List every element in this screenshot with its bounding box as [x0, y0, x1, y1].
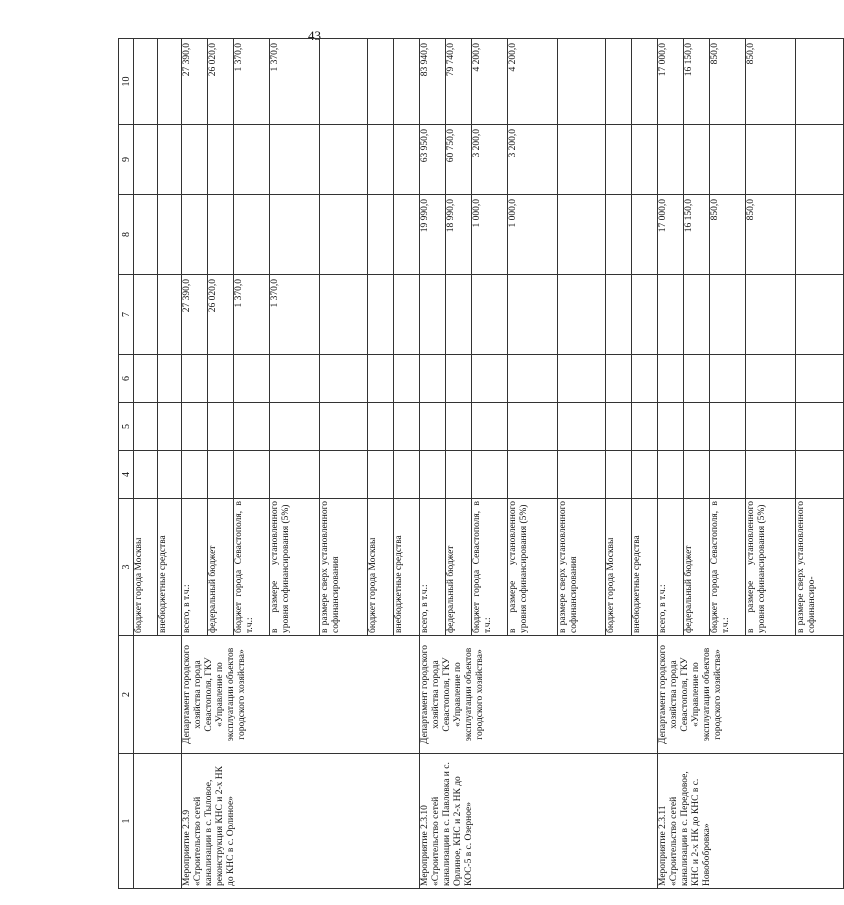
funding-source: бюджет города Москвы: [134, 499, 158, 636]
funding-source: в размере установленного уровня софинансирования (5%): [270, 499, 320, 636]
value-c10: 26 020,0: [208, 39, 234, 125]
funding-source: бюджет города Севастополя, в т.ч.:: [710, 499, 746, 636]
value-c10: 1 370,0: [234, 39, 270, 125]
column-number-10: 10: [119, 39, 134, 125]
value-c7: [632, 275, 658, 355]
value-c5: [208, 403, 234, 451]
value-c9: [270, 125, 320, 195]
value-c9: [208, 125, 234, 195]
value-cell: [158, 275, 182, 355]
value-c7: [368, 275, 394, 355]
budget-table: [118, 38, 844, 889]
value-c9: [394, 125, 420, 195]
value-c8: 1 000,0: [472, 195, 508, 275]
value-c10: 1 370,0: [270, 39, 320, 125]
value-c7: [746, 275, 796, 355]
value-c5: [182, 403, 208, 451]
value-c8: [270, 195, 320, 275]
funding-source: бюджет города Москвы: [606, 499, 632, 636]
funding-source: в размере установленного уровня софинансирования (5%): [508, 499, 558, 636]
funding-source: в размере сверх установленного софинансирования: [320, 499, 368, 636]
value-c6: [558, 355, 606, 403]
value-c4: [320, 451, 368, 499]
value-c4: [368, 451, 394, 499]
value-c5: [558, 403, 606, 451]
column-number-8: 8: [119, 195, 134, 275]
value-c5: [234, 403, 270, 451]
funding-source: бюджет города Севастополя, в т.ч.:: [234, 499, 270, 636]
value-c5: [796, 403, 844, 451]
event-name: Мероприятие 2.3.11 «Строительство сетей канализации в с. Передовое, КНС и 2-х НК до КНС в с. Новобобровка»: [658, 754, 844, 889]
value-c10: 16 150,0: [684, 39, 710, 125]
value-c8: 17 000,0: [658, 195, 684, 275]
value-c6: [658, 355, 684, 403]
value-c7: 1 370,0: [270, 275, 320, 355]
value-c6: [420, 355, 446, 403]
value-c5: [368, 403, 394, 451]
value-c9: [632, 125, 658, 195]
value-c5: [606, 403, 632, 451]
value-c4: [606, 451, 632, 499]
funding-source: федеральный бюджет: [208, 499, 234, 636]
value-c8: [320, 195, 368, 275]
value-c10: 850,0: [710, 39, 746, 125]
value-c4: [472, 451, 508, 499]
value-c9: [234, 125, 270, 195]
value-c7: [394, 275, 420, 355]
value-c4: [508, 451, 558, 499]
funding-source: внебюджетные средства: [394, 499, 420, 636]
value-c4: [420, 451, 446, 499]
value-c9: 3 200,0: [508, 125, 558, 195]
value-c9: [558, 125, 606, 195]
value-c8: 850,0: [710, 195, 746, 275]
value-c6: [508, 355, 558, 403]
column-number-4: 4: [119, 451, 134, 499]
value-c10: [796, 39, 844, 125]
value-c4: [394, 451, 420, 499]
value-c10: [606, 39, 632, 125]
funding-source: в размере сверх установленного софинансиро-: [796, 499, 844, 636]
event-name: Мероприятие 2.3.10 «Строительство сетей канализации в с. Павловка и с. Орлиное, КНС и 2-х НК до КОС-5 в с. Озерное»: [420, 754, 658, 889]
value-c9: [746, 125, 796, 195]
value-c8: [558, 195, 606, 275]
table-row: [420, 39, 446, 889]
table-row: [134, 39, 158, 889]
value-c10: [368, 39, 394, 125]
column-number-2: 2: [119, 636, 134, 754]
value-c6: [208, 355, 234, 403]
value-cell: [134, 195, 158, 275]
value-c5: [508, 403, 558, 451]
value-cell: [158, 195, 182, 275]
responsible-organization: Департамент городского хозяйства города Севастополя, ГКУ «Управление по эксплуатации объектов городского хозяйства»: [658, 636, 844, 754]
value-cell: [158, 39, 182, 125]
value-c9: [658, 125, 684, 195]
value-c7: [472, 275, 508, 355]
value-c4: [446, 451, 472, 499]
value-c4: [710, 451, 746, 499]
value-c8: 850,0: [746, 195, 796, 275]
value-c10: 83 940,0: [420, 39, 446, 125]
table-row: [658, 39, 684, 889]
value-c4: [684, 451, 710, 499]
column-number-3: 3: [119, 499, 134, 636]
value-c7: [420, 275, 446, 355]
value-c5: [684, 403, 710, 451]
value-c6: [632, 355, 658, 403]
value-cell: [158, 403, 182, 451]
value-c7: [684, 275, 710, 355]
column-number-7: 7: [119, 275, 134, 355]
value-cell: [134, 275, 158, 355]
value-c7: [320, 275, 368, 355]
value-c5: [270, 403, 320, 451]
value-c10: [632, 39, 658, 125]
value-c5: [746, 403, 796, 451]
value-cell: [134, 403, 158, 451]
value-cell: [158, 355, 182, 403]
value-c8: [796, 195, 844, 275]
value-cell: [134, 39, 158, 125]
value-c10: 27 390,0: [182, 39, 208, 125]
value-c9: [796, 125, 844, 195]
funding-source: всего, в т.ч.:: [658, 499, 684, 636]
value-c6: [446, 355, 472, 403]
value-c6: [234, 355, 270, 403]
value-c8: 18 990,0: [446, 195, 472, 275]
value-c8: [368, 195, 394, 275]
value-c6: [270, 355, 320, 403]
value-c5: [710, 403, 746, 451]
value-c5: [632, 403, 658, 451]
value-c9: [606, 125, 632, 195]
value-c6: [368, 355, 394, 403]
value-c9: [684, 125, 710, 195]
funding-source: бюджет города Москвы: [368, 499, 394, 636]
column-number-row: [119, 39, 134, 889]
value-c8: [394, 195, 420, 275]
table-row: [182, 39, 208, 889]
value-c6: [320, 355, 368, 403]
value-c7: 26 020,0: [208, 275, 234, 355]
event-name: Мероприятие 2.3.9 «Строительство сетей канализации в с. Тыловое, реконструкция КНС и 2-х НК до КНС в с. Орлиное»: [182, 754, 420, 889]
funding-source: федеральный бюджет: [684, 499, 710, 636]
value-c5: [446, 403, 472, 451]
value-c7: [796, 275, 844, 355]
column-number-9: 9: [119, 125, 134, 195]
page-number: 43: [308, 28, 321, 43]
value-c5: [320, 403, 368, 451]
value-c7: 27 390,0: [182, 275, 208, 355]
value-c6: [710, 355, 746, 403]
funding-source: бюджет города Севастополя, в т.ч.:: [472, 499, 508, 636]
value-c9: 63 950,0: [420, 125, 446, 195]
funding-source: всего, в т.ч.:: [182, 499, 208, 636]
value-c8: [208, 195, 234, 275]
value-c10: [558, 39, 606, 125]
column-number-5: 5: [119, 403, 134, 451]
value-c9: 3 200,0: [472, 125, 508, 195]
funding-source: внебюджетные средства: [632, 499, 658, 636]
column-number-6: 6: [119, 355, 134, 403]
responsible-organization: Департамент городского хозяйства города Севастополя, ГКУ «Управление по эксплуатации объектов городского хозяйства»: [420, 636, 658, 754]
value-c7: [558, 275, 606, 355]
value-cell: [134, 355, 158, 403]
value-c10: [320, 39, 368, 125]
value-c4: [234, 451, 270, 499]
empty-cell: [134, 754, 182, 889]
funding-source: в размере установленного уровня софинансирования (5%): [746, 499, 796, 636]
value-cell: [158, 125, 182, 195]
value-c4: [208, 451, 234, 499]
value-c6: [182, 355, 208, 403]
value-c4: [270, 451, 320, 499]
value-c5: [472, 403, 508, 451]
value-c7: [446, 275, 472, 355]
value-c5: [420, 403, 446, 451]
value-c4: [746, 451, 796, 499]
value-c5: [658, 403, 684, 451]
value-c10: 17 000,0: [658, 39, 684, 125]
value-c8: 19 990,0: [420, 195, 446, 275]
funding-source: федеральный бюджет: [446, 499, 472, 636]
value-c7: 1 370,0: [234, 275, 270, 355]
value-c6: [394, 355, 420, 403]
value-c9: [710, 125, 746, 195]
value-c10: 79 740,0: [446, 39, 472, 125]
value-c10: [394, 39, 420, 125]
value-c7: [658, 275, 684, 355]
value-c9: [320, 125, 368, 195]
funding-source: внебюджетные средства: [158, 499, 182, 636]
empty-cell: [134, 636, 182, 754]
value-c4: [558, 451, 606, 499]
value-c6: [606, 355, 632, 403]
value-c10: 4 200,0: [472, 39, 508, 125]
value-c4: [182, 451, 208, 499]
value-c7: [710, 275, 746, 355]
value-cell: [134, 451, 158, 499]
value-cell: [134, 125, 158, 195]
value-c4: [796, 451, 844, 499]
value-c6: [796, 355, 844, 403]
value-c9: [182, 125, 208, 195]
value-c6: [472, 355, 508, 403]
value-c10: 850,0: [746, 39, 796, 125]
value-c7: [508, 275, 558, 355]
column-number-1: 1: [119, 754, 134, 889]
value-c10: 4 200,0: [508, 39, 558, 125]
funding-source: в размере сверх установленного софинансирования: [558, 499, 606, 636]
value-c5: [394, 403, 420, 451]
value-c8: 1 000,0: [508, 195, 558, 275]
responsible-organization: Департамент городского хозяйства города Севастополя, ГКУ «Управление по эксплуатации объектов городского хозяйства»: [182, 636, 420, 754]
value-c9: [368, 125, 394, 195]
value-c8: [234, 195, 270, 275]
value-c4: [658, 451, 684, 499]
value-c8: [606, 195, 632, 275]
value-c8: [632, 195, 658, 275]
value-c9: 60 750,0: [446, 125, 472, 195]
value-c6: [684, 355, 710, 403]
budget-table-container: [118, 39, 817, 889]
value-c6: [746, 355, 796, 403]
value-c4: [632, 451, 658, 499]
funding-source: всего, в т.ч.:: [420, 499, 446, 636]
value-c8: [182, 195, 208, 275]
value-cell: [158, 451, 182, 499]
value-c8: 16 150,0: [684, 195, 710, 275]
value-c7: [606, 275, 632, 355]
